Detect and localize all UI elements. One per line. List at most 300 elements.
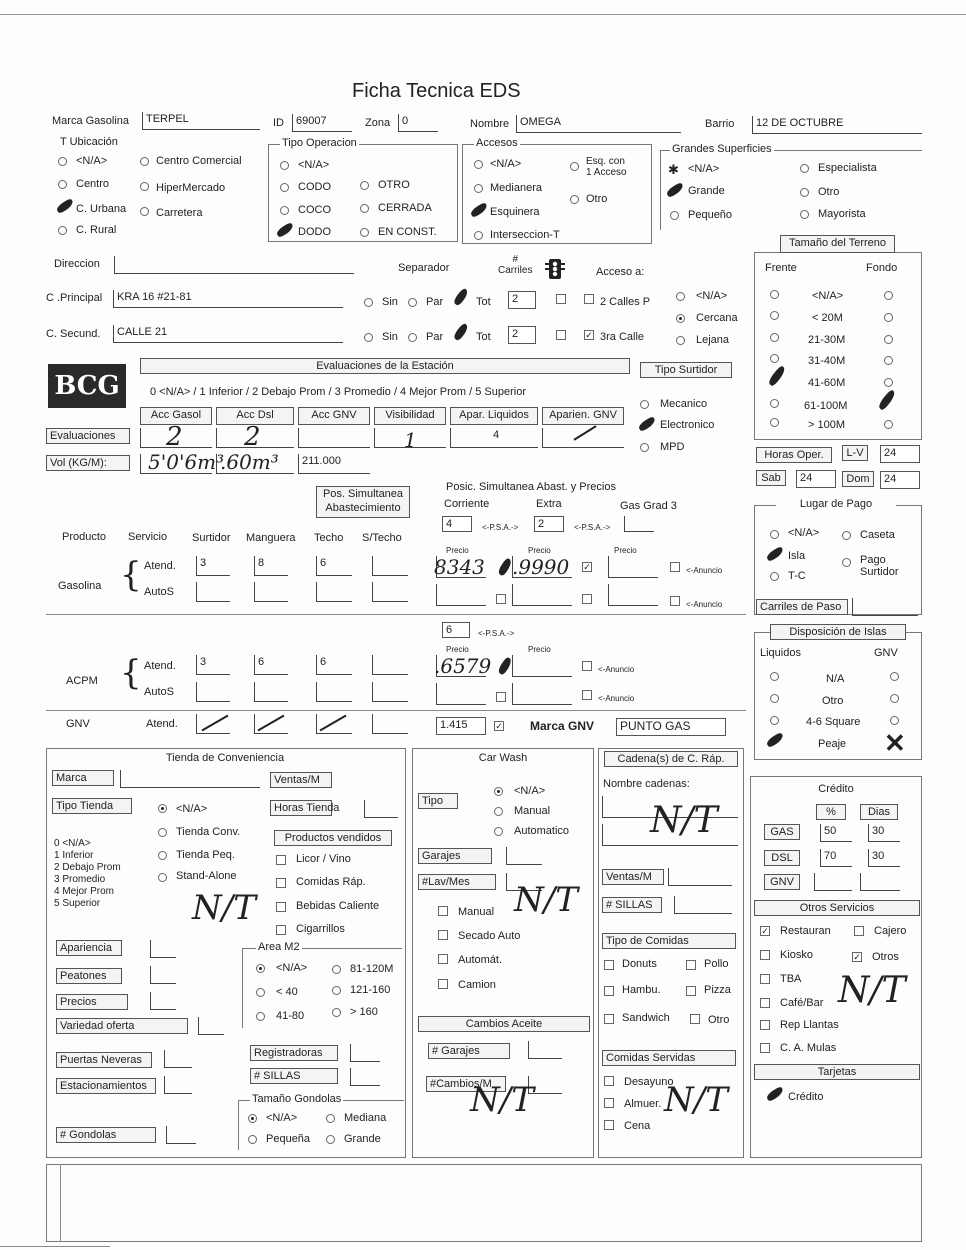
- islas-opt: Otro: [822, 695, 844, 707]
- col-manguera: Manguera: [246, 532, 296, 544]
- a-anuncio1-autos-checkbox[interactable]: [496, 692, 506, 702]
- terreno-fondo-radio[interactable]: [884, 291, 893, 300]
- gondolas-field[interactable]: [166, 1126, 196, 1144]
- surtidor-electronico-label: Electronico: [660, 419, 715, 431]
- ubicacion-carretera-radio[interactable]: [140, 207, 149, 216]
- prod-bebidas-label: Bebidas Caliente: [296, 900, 380, 912]
- tienda-marca-field[interactable]: [120, 770, 260, 788]
- terreno-frente-radio[interactable]: [770, 418, 779, 427]
- area-opt: 41-80: [276, 1010, 305, 1022]
- g-precio1-autos-field[interactable]: [436, 584, 486, 606]
- terreno-opt: < 20M: [812, 312, 843, 324]
- accesos-esq-radio[interactable]: [570, 162, 579, 171]
- gasolina-label: Gasolina: [58, 580, 102, 592]
- ubicacion-comercial-label: Centro Comercial: [156, 155, 242, 167]
- a-autos-label: AutoS: [144, 686, 174, 698]
- cambios-handwritten-nt: N/T: [470, 1080, 534, 1120]
- g-stecho-field[interactable]: [372, 556, 408, 576]
- acceso-lejana-label: Lejana: [696, 334, 730, 346]
- gnv-label: GNV: [66, 718, 90, 730]
- precio-label: Precio: [446, 546, 469, 555]
- serv-label: Otros: [872, 951, 899, 963]
- serv-otros-checkbox[interactable]: ✓: [853, 952, 861, 962]
- comida-checkbox[interactable]: [604, 986, 614, 996]
- operacion-codo-label: CODO: [298, 181, 331, 193]
- islas-gnv-radio[interactable]: [890, 716, 899, 725]
- eval-col-liquidos: Apar. Liquidos: [450, 407, 538, 425]
- zona-label: Zona: [365, 117, 391, 129]
- terreno-opt: <N/A>: [812, 290, 844, 302]
- prod-licor-label: Licor / Vino: [296, 853, 351, 865]
- area-81-radio[interactable]: [332, 965, 341, 974]
- tarjetas-label: Tarjetas: [754, 1064, 920, 1080]
- credito-gnv-pct[interactable]: [814, 873, 852, 891]
- cw-manual-radio[interactable]: [494, 807, 503, 816]
- tienda-eval-label: Apariencia: [56, 940, 122, 956]
- calles-checkbox[interactable]: [556, 294, 566, 304]
- tienda-tipo-peq-radio[interactable]: [158, 851, 167, 860]
- islas-gnv-label: GNV: [874, 647, 898, 659]
- a-mang-field[interactable]: 6: [254, 655, 288, 675]
- a-stecho-field[interactable]: [372, 655, 408, 675]
- credito-gas-dias[interactable]: 30: [868, 824, 900, 842]
- cw-check-label: Manual: [458, 906, 495, 918]
- anuncio-label: <-Anuncio: [686, 600, 723, 609]
- area-40-radio[interactable]: [256, 988, 265, 997]
- sep2-sin-radio[interactable]: [364, 333, 373, 342]
- cadenas-ventas-field[interactable]: [668, 868, 732, 886]
- sep1-sin-label: Sin: [382, 296, 398, 308]
- eval-col-dsl: Acc Dsl: [216, 407, 294, 425]
- a-anuncio2-checkbox[interactable]: [582, 661, 592, 671]
- comida-label: Pollo: [704, 958, 729, 970]
- area-121-radio[interactable]: [332, 986, 341, 995]
- prod-bebidas-checkbox[interactable]: [276, 902, 286, 912]
- gnv-atend-label: Atend.: [146, 718, 178, 730]
- accesos-medianera-radio[interactable]: [474, 184, 483, 193]
- g-pos3-field[interactable]: [624, 516, 654, 532]
- g-anuncio1-autos-checkbox[interactable]: [496, 594, 506, 604]
- tienda-eval-label: Precios: [56, 994, 128, 1010]
- area-opt: 81-120M: [350, 963, 394, 975]
- evaluaciones-scale: 0 <N/A> / 1 Inferior / 2 Debajo Prom / 3 Promedio / 4 Mejor Prom / 5 Superior: [150, 386, 526, 398]
- tienda-marca-label: Marca: [52, 770, 114, 786]
- tienda-eval-field[interactable]: [150, 966, 176, 984]
- gondolas-tam-label: Tamaño Gondolas: [252, 1093, 342, 1105]
- bcg-logo: BCG: [48, 364, 126, 408]
- tienda-eval-field[interactable]: [150, 940, 176, 958]
- operacion-cerrada-radio[interactable]: [360, 204, 369, 213]
- a-precio2-field[interactable]: [512, 655, 572, 677]
- nombre-field[interactable]: OMEGA: [516, 115, 681, 133]
- ubicacion-label: T Ubicación: [60, 136, 118, 148]
- direccion-field[interactable]: [114, 256, 354, 274]
- acceso-na-label: <N/A>: [696, 290, 728, 302]
- pago-tc-radio[interactable]: [770, 572, 779, 581]
- superficies-label: Grandes Superficies: [672, 143, 772, 155]
- horas-dom-field[interactable]: 24: [880, 471, 920, 489]
- handwritten-x-mark: ✕: [884, 728, 906, 758]
- comida-label: Hambu.: [622, 984, 661, 996]
- barrio-field[interactable]: 12 DE OCTUBRE: [752, 116, 922, 134]
- servida-checkbox[interactable]: [604, 1076, 614, 1086]
- scan-bottom-line: [0, 1246, 110, 1247]
- comida-checkbox[interactable]: [686, 986, 696, 996]
- area-41-radio[interactable]: [256, 1012, 265, 1021]
- tercera-aux-checkbox[interactable]: [556, 330, 566, 340]
- pago-caseta-label: Caseta: [860, 529, 895, 541]
- posic-label: Posic. Simultanea Abast. y Precios: [446, 481, 616, 493]
- cadenas-sillas-field[interactable]: [674, 896, 732, 914]
- cambios-garajes-field[interactable]: [528, 1041, 562, 1059]
- cambios-label: Cambios Aceite: [418, 1016, 590, 1032]
- pago-caseta-radio[interactable]: [842, 531, 851, 540]
- sep2-par-radio[interactable]: [408, 333, 417, 342]
- traffic-light-icon: [545, 258, 565, 280]
- tam-opt: Mediana: [344, 1112, 387, 1124]
- registradoras-field[interactable]: [350, 1044, 380, 1062]
- comida-label: Pizza: [704, 984, 731, 996]
- credito-dsl-dias[interactable]: 30: [868, 849, 900, 867]
- terreno-opt: 31-40M: [808, 355, 846, 367]
- tam-na-radio[interactable]: [248, 1114, 257, 1123]
- credito-gas-pct[interactable]: 50: [820, 824, 852, 842]
- carriles-paso-field[interactable]: [852, 598, 918, 616]
- productos-vendidos-label: Productos vendidos: [274, 830, 392, 846]
- superficies-esp-radio[interactable]: [800, 164, 809, 173]
- serv-label: TBA: [780, 973, 802, 985]
- eval-liquidos-field[interactable]: 4: [450, 428, 538, 448]
- handwritten-star-icon: ✱: [668, 162, 679, 177]
- tienda-tipo-label: Tipo Tienda: [52, 798, 132, 814]
- a-precio1-autos-field[interactable]: [436, 683, 486, 705]
- serv-mulas-checkbox[interactable]: [760, 1043, 770, 1053]
- calles-p-checkbox[interactable]: [584, 294, 594, 304]
- ubicacion-rural-radio[interactable]: [58, 226, 67, 235]
- operacion-coco-radio[interactable]: [280, 206, 289, 215]
- islas-liq-radio[interactable]: [770, 672, 779, 681]
- serv-restauran-checkbox[interactable]: ✓: [761, 926, 769, 936]
- g-anuncio2-autos-checkbox[interactable]: [582, 594, 592, 604]
- tam-mediana-radio[interactable]: [326, 1114, 335, 1123]
- tarjetas-credito-label: Crédito: [788, 1091, 824, 1103]
- marca-gnv-field[interactable]: PUNTO GAS: [616, 718, 726, 736]
- terreno-opt: > 100M: [808, 419, 845, 431]
- eval-col-apar-gnv: Aparien. GNV: [542, 407, 624, 425]
- a-anuncio2-autos-checkbox[interactable]: [582, 690, 592, 700]
- operacion-codo-radio[interactable]: [280, 183, 289, 192]
- islas-gnv-radio[interactable]: [890, 672, 899, 681]
- g-surt-field[interactable]: 3: [196, 556, 230, 576]
- superficies-otro-radio[interactable]: [800, 188, 809, 197]
- sep1-tot-label: Tot: [476, 296, 491, 308]
- a-techo-autos-field[interactable]: [316, 682, 352, 702]
- terreno-frente-radio[interactable]: [770, 333, 779, 342]
- g-stecho-autos-field[interactable]: [372, 582, 408, 602]
- serv-kiosko-checkbox[interactable]: [760, 950, 770, 960]
- g-pos1-field[interactable]: 4: [442, 516, 472, 532]
- carriles2-field[interactable]: 2: [508, 326, 536, 344]
- g-mang-field[interactable]: 8: [254, 556, 288, 576]
- comida-checkbox[interactable]: [686, 960, 696, 970]
- ubicacion-na-label: <N/A>: [76, 155, 108, 167]
- serv-label: Café/Bar: [780, 997, 824, 1009]
- islas-label: Disposición de Islas: [770, 624, 906, 640]
- operacion-label: Tipo Operacion: [282, 137, 357, 149]
- terreno-fondo-radio[interactable]: [884, 335, 893, 344]
- gas3-label: Gas Grad 3: [620, 500, 677, 512]
- area-160-radio[interactable]: [332, 1008, 341, 1017]
- tienda-tipo-conv-radio[interactable]: [158, 828, 167, 837]
- area-opt: < 40: [276, 986, 298, 998]
- area-na-radio[interactable]: [256, 964, 265, 973]
- serv-label: Cajero: [874, 925, 907, 937]
- col-techo: Techo: [314, 532, 344, 544]
- vol-gnv-field[interactable]: 211.000: [298, 454, 370, 474]
- tam-grande-radio[interactable]: [326, 1135, 335, 1144]
- vol-label: Vol (KG/M):: [46, 455, 130, 471]
- ubicacion-na-radio[interactable]: [58, 157, 67, 166]
- cw-check-label: Automát.: [458, 954, 503, 966]
- surtidor-mpd-radio[interactable]: [640, 443, 649, 452]
- serv-label: C. A. Mulas: [780, 1042, 837, 1054]
- secund-label: C. Secund.: [46, 328, 101, 340]
- ubicacion-centro-radio[interactable]: [58, 180, 67, 189]
- credito-pct-label: %: [816, 804, 846, 820]
- tam-opt: <N/A>: [266, 1112, 298, 1124]
- g-anuncio3-checkbox[interactable]: [670, 562, 680, 572]
- a-mang-autos-field[interactable]: [254, 682, 288, 702]
- eval-gnv-field[interactable]: [298, 428, 370, 448]
- gnv-precio-field[interactable]: 1.415: [436, 717, 486, 735]
- acceso-lejana-radio[interactable]: [676, 336, 685, 345]
- g-precio3-autos-field[interactable]: [608, 584, 658, 606]
- g-mang-autos-field[interactable]: [254, 582, 288, 602]
- prod-cigarrillos-checkbox[interactable]: [276, 925, 286, 935]
- comida-checkbox[interactable]: [690, 1014, 700, 1024]
- ubicacion-comercial-radio[interactable]: [140, 157, 149, 166]
- operacion-na-radio[interactable]: [280, 161, 289, 170]
- extra-label: Extra: [536, 498, 562, 510]
- terreno-frente-radio[interactable]: [770, 354, 779, 363]
- eval-gasol-handwritten: 2: [166, 422, 183, 452]
- a-surt-field[interactable]: 3: [196, 655, 230, 675]
- tienda-tipo-stand-radio[interactable]: [158, 873, 167, 882]
- g-pos2-field[interactable]: 2: [534, 516, 564, 532]
- tipo-surtidor-label: Tipo Surtidor: [640, 362, 732, 378]
- tam-opt: Grande: [344, 1133, 381, 1145]
- lugar-pago-label: Lugar de Pago: [776, 497, 896, 513]
- acceso-cercana-radio[interactable]: [676, 314, 685, 323]
- accesos-esquinera-label: Esquinera: [490, 206, 540, 218]
- ubicacion-carretera-label: Carretera: [156, 207, 203, 219]
- estac-field[interactable]: [164, 1076, 192, 1094]
- barrio-label: Barrio: [705, 118, 735, 130]
- superficies-esp-label: Especialista: [818, 162, 877, 174]
- tercera-label: 3ra Calle: [600, 331, 645, 343]
- sep1-sin-radio[interactable]: [364, 298, 373, 307]
- pago-surtidor-label: Pago Surtidor: [860, 554, 899, 578]
- gondolas-label: # Gondolas: [56, 1127, 156, 1143]
- servida-checkbox[interactable]: [604, 1098, 614, 1108]
- surtidor-mecanico-radio[interactable]: [640, 400, 649, 409]
- operacion-coco-label: COCO: [298, 204, 331, 216]
- zona-field[interactable]: 0: [398, 114, 438, 132]
- operacion-na-label: <N/A>: [298, 159, 330, 171]
- operacion-const-radio[interactable]: [360, 228, 369, 237]
- sep1-par-radio[interactable]: [408, 298, 417, 307]
- islas-liq-label: Liquidos: [760, 647, 801, 659]
- comida-checkbox[interactable]: [604, 960, 614, 970]
- comida-label: Otro: [708, 1014, 730, 1026]
- ubicacion-centro-label: Centro: [76, 178, 110, 190]
- prod-comidas-checkbox[interactable]: [276, 878, 286, 888]
- vol-gasol-handwritten: 5'0'6m³: [148, 450, 225, 474]
- g-techo-autos-field[interactable]: [316, 582, 352, 602]
- serv-cafe-checkbox[interactable]: [760, 998, 770, 1008]
- a-techo-field[interactable]: 6: [316, 655, 352, 675]
- marca-field[interactable]: TERPEL: [142, 112, 260, 130]
- credito-gnv-dias[interactable]: [860, 873, 900, 891]
- tam-opt: Pequeña: [266, 1133, 311, 1145]
- accesos-label: Accesos: [476, 137, 518, 149]
- acceso-na-radio[interactable]: [676, 292, 685, 301]
- terreno-fondo-radio[interactable]: [884, 420, 893, 429]
- terreno-fondo-radio[interactable]: [884, 356, 893, 365]
- credito-dsl-pct[interactable]: 70: [820, 849, 852, 867]
- tienda-horas-field[interactable]: [364, 800, 398, 818]
- a-stecho-autos-field[interactable]: [372, 682, 408, 702]
- psa-label: <-P.S.A.->: [574, 523, 611, 532]
- gnv-stecho-field[interactable]: [372, 714, 408, 734]
- tienda-tipo-opt: Stand-Alone: [176, 870, 237, 882]
- ubicacion-hiper-radio[interactable]: [140, 182, 149, 191]
- principal-label: C .Principal: [46, 292, 103, 304]
- superficies-peq-radio[interactable]: [670, 211, 679, 220]
- scan-top-line: [0, 14, 966, 15]
- g-techo-field[interactable]: 6: [316, 556, 352, 576]
- principal-field[interactable]: KRA 16 #21-81: [113, 290, 343, 308]
- g-precio3-field[interactable]: [608, 556, 658, 578]
- islas-liq-radio[interactable]: [770, 716, 779, 725]
- pago-na-radio[interactable]: [770, 530, 779, 539]
- credito-gas-label: GAS: [764, 824, 800, 840]
- tienda-ventas-label: Ventas/M: [270, 772, 332, 788]
- carwash-label: Car Wash: [478, 752, 528, 764]
- a-pos-field[interactable]: 6: [442, 622, 470, 638]
- servida-checkbox[interactable]: [604, 1120, 614, 1130]
- prod-comidas-label: Comidas Ráp.: [296, 876, 366, 888]
- g-anuncio2-checkbox[interactable]: ✓: [583, 562, 591, 572]
- comida-label: Sandwich: [622, 1012, 670, 1024]
- cw-check[interactable]: [438, 930, 448, 940]
- cw-auto-radio[interactable]: [494, 827, 503, 836]
- cw-check[interactable]: [438, 979, 448, 989]
- direccion-label: Direccion: [54, 258, 100, 270]
- tercera-checkbox[interactable]: ✓: [585, 330, 593, 340]
- terreno-fondo-radio[interactable]: [884, 378, 893, 387]
- horas-lv-field[interactable]: 24: [880, 445, 920, 463]
- tam-pequena-radio[interactable]: [248, 1135, 257, 1144]
- servidas-label: Comidas Servidas: [602, 1050, 736, 1066]
- terreno-frente-radio[interactable]: [770, 290, 779, 299]
- cw-check[interactable]: [438, 954, 448, 964]
- terreno-opt: 61-100M: [804, 400, 848, 412]
- cw-na-radio[interactable]: [494, 787, 503, 796]
- tienda-eval-field[interactable]: [150, 992, 176, 1010]
- serv-label: Kiosko: [780, 949, 814, 961]
- cw-check[interactable]: [438, 906, 448, 916]
- horas-sab-field[interactable]: 24: [796, 470, 836, 488]
- precio-label: Precio: [614, 546, 637, 555]
- a-atend-label: Atend.: [144, 660, 176, 672]
- eval-col-visibilidad: Visibilidad: [374, 407, 446, 425]
- cadenas-nombre-label: Nombre cadenas:: [603, 778, 690, 790]
- tienda-tipo-na-radio[interactable]: [158, 804, 167, 813]
- observaciones-box[interactable]: [46, 1164, 922, 1242]
- accesos-inter-radio[interactable]: [474, 231, 483, 240]
- terreno-fondo-radio[interactable]: [884, 313, 893, 322]
- registradoras-label: Registradoras: [250, 1045, 338, 1061]
- operacion-otro-radio[interactable]: [360, 181, 369, 190]
- a-precio2-autos-field[interactable]: [512, 683, 572, 705]
- islas-gnv-radio[interactable]: [890, 694, 899, 703]
- horas-lv-label: L-V: [842, 445, 868, 461]
- tienda-scale: 0 <N/A> 1 Inferior 2 Debajo Prom 3 Promedio 4 Mejor Prom 5 Superior: [54, 838, 121, 909]
- terreno-label: Tamaño del Terreno: [780, 235, 895, 253]
- psa-label: <-P.S.A.->: [482, 523, 519, 532]
- area-opt: <N/A>: [276, 962, 308, 974]
- col-producto: Producto: [62, 531, 107, 543]
- prod-licor-checkbox[interactable]: [276, 855, 286, 865]
- gnv-techo-field[interactable]: [316, 714, 352, 734]
- accesos-otro-radio[interactable]: [570, 195, 579, 204]
- pago-surtidor-radio[interactable]: [842, 558, 851, 567]
- g-precio2-autos-field[interactable]: [512, 584, 572, 606]
- g-anuncio3-autos-checkbox[interactable]: [670, 596, 680, 606]
- separador-label: Separador: [398, 262, 450, 274]
- divider: [46, 710, 746, 711]
- id-field[interactable]: 69007: [292, 114, 352, 132]
- eval-apar-gnv-field[interactable]: [542, 428, 624, 448]
- pago-tc-label: T-C: [788, 570, 806, 582]
- secund-field[interactable]: CALLE 21: [113, 325, 343, 343]
- comida-checkbox[interactable]: [604, 1014, 614, 1024]
- accesos-na-radio[interactable]: [474, 160, 483, 169]
- serv-llantas-checkbox[interactable]: [760, 1020, 770, 1030]
- tienda-handwritten-nt: N/T: [192, 888, 256, 928]
- eval-col-gnv: Acc GNV: [298, 407, 370, 425]
- divider: [60, 1164, 61, 1242]
- a-surt-autos-field[interactable]: [196, 682, 230, 702]
- tienda-sillas-field[interactable]: [350, 1068, 380, 1086]
- serv-cajero-checkbox[interactable]: [854, 926, 864, 936]
- islas-liq-radio[interactable]: [770, 694, 779, 703]
- terreno-frente-radio[interactable]: [770, 311, 779, 320]
- tienda-eval-field[interactable]: [198, 1017, 224, 1035]
- serv-tba-checkbox[interactable]: [760, 974, 770, 984]
- superficies-mayorista-radio[interactable]: [800, 210, 809, 219]
- area-opt: > 160: [350, 1006, 378, 1018]
- cw-garajes-field[interactable]: [506, 847, 542, 865]
- terreno-frente-radio[interactable]: [770, 399, 779, 408]
- evaluaciones-row-label: Evaluaciones: [46, 428, 130, 444]
- serv-label: Restauran: [780, 925, 831, 937]
- gnv-anuncio-checkbox[interactable]: ✓: [495, 721, 503, 731]
- puertas-field[interactable]: [164, 1050, 192, 1068]
- g-surt-autos-field[interactable]: [196, 582, 230, 602]
- carriles1-field[interactable]: 2: [508, 291, 536, 309]
